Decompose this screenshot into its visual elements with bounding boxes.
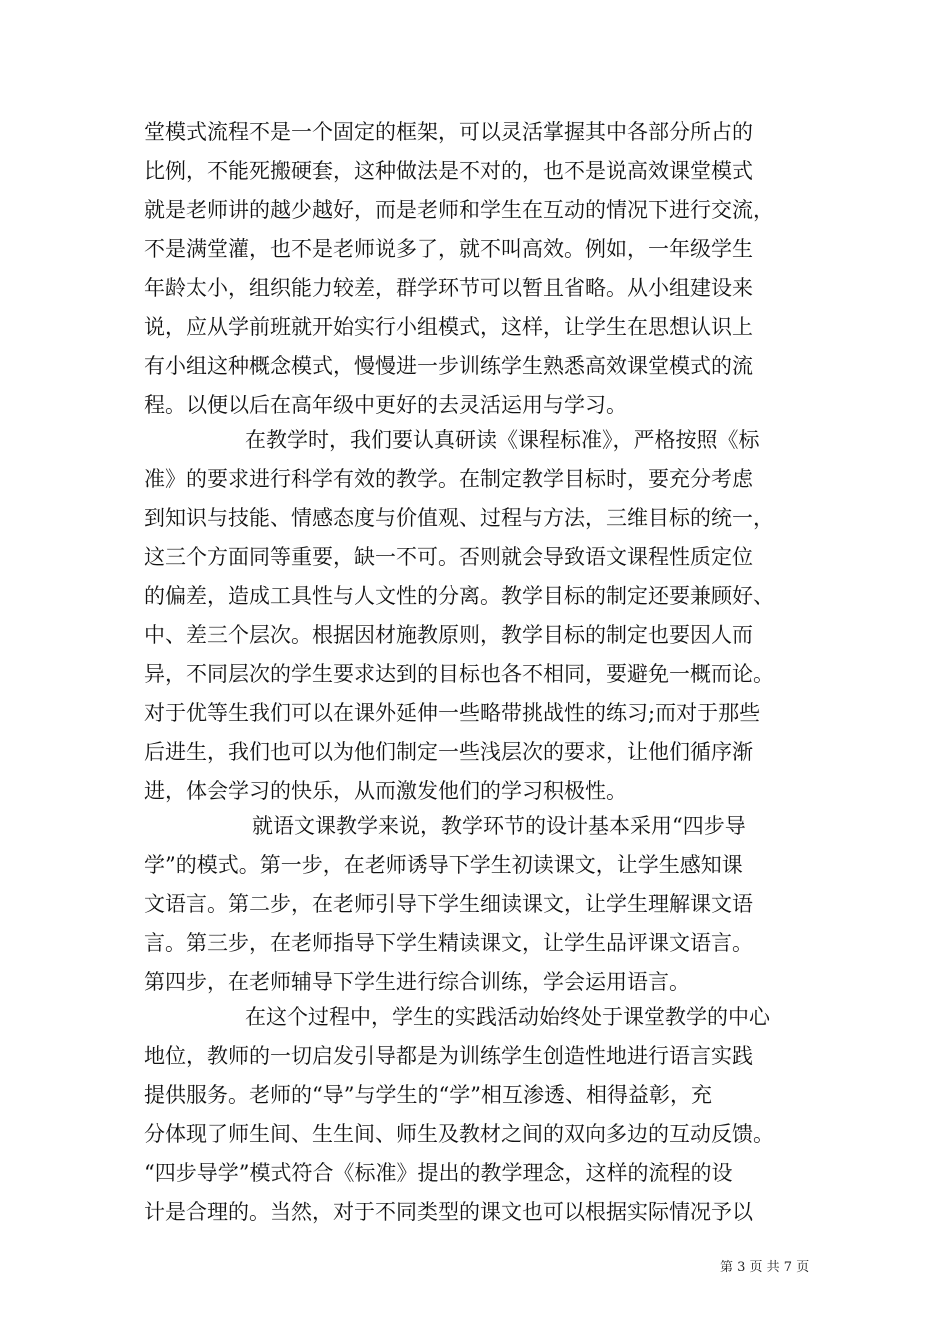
text-line: 比例，不能死搬硬套，这种做法是不对的，也不是说高效课堂模式 <box>144 159 753 183</box>
text-line: 对于优等生我们可以在课外延伸一些略带挑战性的练习;而对于那些 <box>144 701 761 725</box>
text-line: 就是老师讲的越少越好，而是老师和学生在互动的情况下进行交流， <box>144 198 774 222</box>
text-line: 异，不同层次的学生要求达到的目标也各不相同，要避免一概而论。 <box>144 662 774 686</box>
page-number-footer: 第 3 页 共 7 页 <box>720 1260 810 1275</box>
text-line: 中、差三个层次。根据因材施教原则，教学目标的制定也要因人而 <box>144 623 753 647</box>
text-line: 言。第三步，在老师指导下学生精读课文，让学生品评课文语言。 <box>144 931 753 955</box>
text-line: 有小组这种概念模式，慢慢进一步训练学生熟悉高效课堂模式的流 <box>144 354 753 378</box>
text-line: 的偏差，造成工具性与人文性的分离。教学目标的制定还要兼顾好、 <box>144 584 774 608</box>
text-line: 第四步，在老师辅导下学生进行综合训练，学会运用语言。 <box>144 970 690 994</box>
text-line: “四步导学”模式符合《标准》提出的教学理念，这样的流程的设 <box>144 1161 733 1185</box>
text-line: 到知识与技能、情感态度与价值观、过程与方法，三维目标的统一， <box>144 506 774 530</box>
text-line: 这三个方面同等重要，缺一不可。否则就会导致语文课程性质定位 <box>144 545 753 569</box>
text-line: 说，应从学前班就开始实行小组模式，这样，让学生在思想认识上 <box>144 315 753 339</box>
text-line: 学”的模式。第一步，在老师诱导下学生初读课文，让学生感知课 <box>144 853 743 877</box>
text-line: 文语言。第二步，在老师引导下学生细读课文，让学生理解课文语 <box>144 892 753 916</box>
text-line: 计是合理的。当然，对于不同类型的课文也可以根据实际情况予以 <box>144 1200 753 1224</box>
text-line: 堂模式流程不是一个固定的框架，可以灵活掌握其中各部分所占的 <box>144 120 753 144</box>
text-line: 程。以便以后在高年级中更好的去灵活运用与学习。 <box>144 393 627 417</box>
text-line: 在教学时，我们要认真研读《课程标准》，严格按照《标 <box>245 428 760 452</box>
text-line: 在这个过程中，学生的实践活动始终处于课堂教学的中心 <box>245 1005 770 1029</box>
text-line: 提供服务。老师的“导”与学生的“学”相互渗透、相得益彰，充 <box>144 1083 712 1107</box>
text-line: 不是满堂灌，也不是老师说多了，就不叫高效。例如，一年级学生 <box>144 237 753 261</box>
text-line: 进，体会学习的快乐，从而激发他们的学习积极性。 <box>144 779 627 803</box>
text-line: 准》的要求进行科学有效的教学。在制定教学目标时，要充分考虑 <box>144 467 753 491</box>
text-line: 后进生，我们也可以为他们制定一些浅层次的要求，让他们循序渐 <box>144 740 753 764</box>
text-line: 就语文课教学来说，教学环节的设计基本采用“四步导 <box>252 814 746 838</box>
text-line: 分体现了师生间、生生间、师生及教材之间的双向多边的互动反馈。 <box>144 1122 774 1146</box>
text-line: 地位，教师的一切启发引导都是为训练学生创造性地进行语言实践 <box>144 1044 753 1068</box>
text-line: 年龄太小，组织能力较差，群学环节可以暂且省略。从小组建设来 <box>144 276 753 300</box>
